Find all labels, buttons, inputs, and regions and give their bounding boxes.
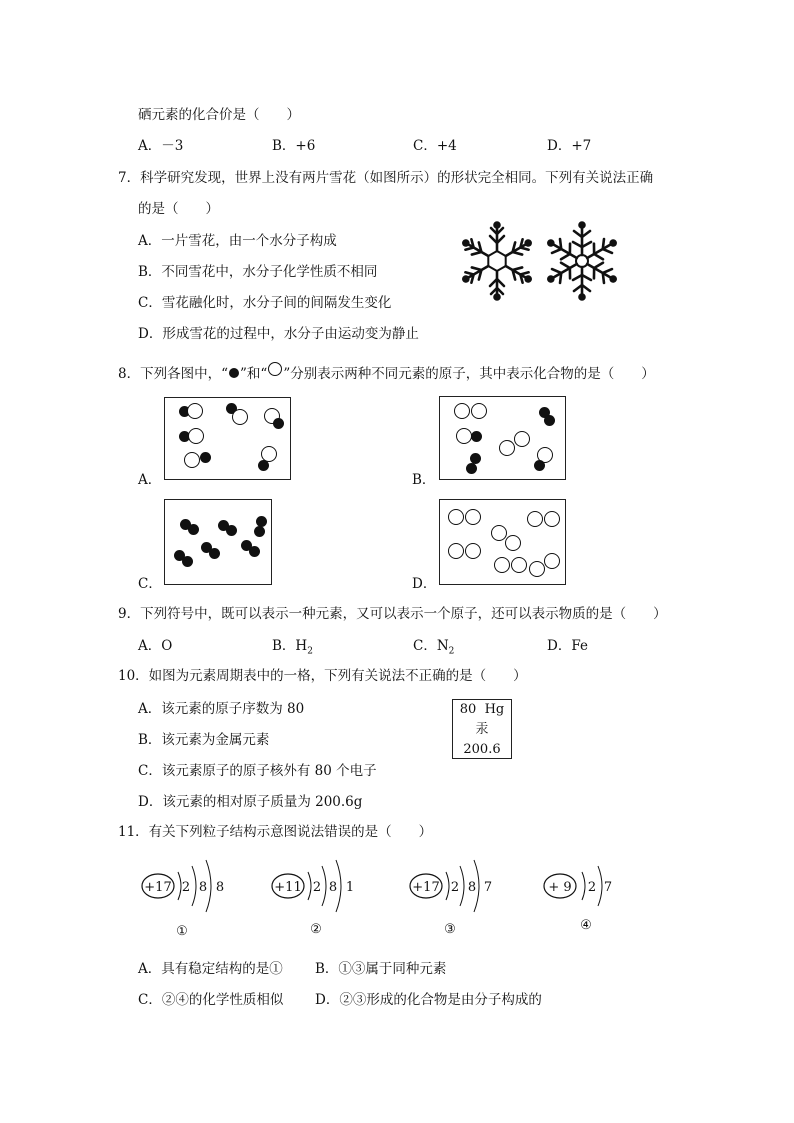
filled-atom-icon: [229, 368, 239, 378]
q10-option-a[interactable]: A．该元素的原子序数为 80: [138, 701, 305, 717]
q7-option-c[interactable]: C．雪花融化时，水分子间的间隔发生变化: [138, 295, 392, 311]
q7-option-d[interactable]: D．形成雪花的过程中，水分子由运动变为静止: [138, 326, 419, 342]
particle-1: [142, 860, 224, 939]
q9-option-c-subscript: 2: [448, 646, 455, 657]
particle-2-shell-2: 8: [328, 880, 338, 895]
q9-option-a-label: A．O: [138, 638, 173, 654]
particle-2-nucleus: +11: [274, 880, 302, 895]
particle-3-shell-1: 2: [450, 880, 460, 895]
q8-label-d[interactable]: D．: [412, 576, 437, 592]
q8-box-c[interactable]: [164, 499, 272, 585]
atom-filled: [466, 463, 477, 474]
atom-hollow: [471, 403, 487, 419]
q6-option-b[interactable]: B．+6: [272, 138, 316, 154]
particle-diagrams: [130, 852, 630, 942]
q8-stem-part-a: 8．下列各图中，“: [118, 366, 228, 382]
atom-hollow: [499, 440, 515, 456]
atom-hollow: [456, 428, 472, 444]
particle-3-shell-2: 8: [467, 880, 477, 895]
element-symbol: Hg: [484, 702, 505, 717]
q10-option-c[interactable]: C．该元素原子的原子核外有 80 个电子: [138, 763, 377, 779]
q9-stem: 9．下列符号中，既可以表示一种元素，又可以表示一个原子，还可以表示物质的是（ ）: [118, 606, 667, 622]
q8-stem: [118, 362, 655, 382]
atom-filled: [544, 415, 555, 426]
particle-3-label: ③: [444, 922, 456, 937]
q9-option-b-subscript: 2: [307, 646, 313, 657]
q8-stem-part-b: ”和“: [240, 366, 268, 382]
q9-option-a[interactable]: [138, 634, 172, 654]
q9-option-c[interactable]: [413, 634, 454, 657]
atom-hollow: [514, 431, 530, 447]
atom-hollow: [465, 543, 481, 559]
q10-option-b[interactable]: B．该元素为金属元素: [138, 732, 270, 748]
snowflake-2: [544, 223, 620, 300]
atom-filled: [188, 524, 199, 535]
atom-filled: [182, 556, 193, 567]
q6-option-d[interactable]: D．+7: [547, 138, 592, 154]
particle-3-shell-3: 7: [483, 880, 493, 895]
q7-stem: 7．科学研究发现，世界上没有两片雪花（如图所示）的形状完全相同。下列有关说法正确: [118, 170, 654, 186]
q8-box-d[interactable]: [439, 499, 566, 585]
q9-option-b[interactable]: [272, 634, 313, 657]
q8-box-a[interactable]: [164, 397, 291, 480]
q8-box-b[interactable]: [439, 396, 566, 480]
atom-hollow: [491, 525, 507, 541]
atom-hollow: [448, 509, 464, 525]
q9-option-d-label: D．Fe: [547, 638, 588, 654]
atom-filled: [254, 526, 265, 537]
element-name: 汞: [475, 722, 489, 737]
particle-1-shell-3: 8: [215, 880, 225, 895]
atom-hollow: [232, 409, 248, 425]
atom-hollow: [505, 535, 521, 551]
atom-filled: [471, 431, 482, 442]
particle-3-nucleus: +17: [412, 880, 440, 895]
atom-hollow: [527, 511, 543, 527]
atom-hollow: [184, 452, 200, 468]
q7-option-b[interactable]: B．不同雪花中，水分子化学性质不相同: [138, 264, 378, 280]
q11-option-c[interactable]: C．②④的化学性质相似: [138, 992, 284, 1008]
q11-option-a[interactable]: A．具有稳定结构的是①: [138, 961, 283, 977]
atom-hollow: [494, 557, 510, 573]
particle-2-shell-1: 2: [312, 880, 322, 895]
periodic-table-cell: [452, 699, 512, 759]
atom-hollow: [465, 509, 481, 525]
particle-1-shell-1: 2: [181, 880, 191, 895]
particle-1-shell-2: 8: [198, 880, 208, 895]
particle-1-label: ①: [176, 924, 188, 939]
particle-3: [410, 860, 492, 937]
particle-4-shell-1: 2: [587, 880, 597, 895]
atom-hollow: [529, 561, 545, 577]
particle-1-nucleus: +17: [144, 880, 172, 895]
q9-option-b-label: B．H: [272, 638, 308, 654]
q10-stem: 10．如图为元素周期表中的一格，下列有关说法不正确的是（ ）: [118, 668, 527, 684]
atom-hollow: [454, 403, 470, 419]
particle-4-label: ④: [580, 918, 592, 933]
q11-stem: 11．有关下列粒子结构示意图说法错误的是（ ）: [118, 824, 433, 840]
q9-option-d[interactable]: [547, 634, 588, 654]
atom-hollow: [448, 543, 464, 559]
atom-filled: [273, 418, 284, 429]
atom-hollow: [544, 511, 560, 527]
atom-filled: [534, 460, 545, 471]
q6-option-a[interactable]: A．－3: [138, 138, 184, 154]
atomic-mass: 200.6: [463, 742, 501, 757]
atom-hollow: [187, 403, 203, 419]
particle-4: [544, 866, 612, 933]
atom-hollow: [188, 428, 204, 444]
particle-2-label: ②: [310, 922, 322, 937]
atomic-number: 80: [459, 702, 477, 717]
q8-label-b[interactable]: B．: [412, 472, 436, 488]
atom-hollow: [511, 557, 527, 573]
q7-stem-cont: 的是（ ）: [138, 201, 219, 217]
snowflakes-figure: [455, 220, 625, 302]
q11-option-b[interactable]: B．①③属于同种元素: [315, 961, 447, 977]
atom-filled: [249, 546, 260, 557]
atom-filled: [209, 548, 220, 559]
q6-option-c[interactable]: C．+4: [413, 138, 457, 154]
q11-option-d[interactable]: D．②③形成的化合物是由分子构成的: [315, 992, 542, 1008]
atom-filled: [226, 525, 237, 536]
particle-4-nucleus: + 9: [548, 880, 572, 895]
particle-2: [272, 860, 354, 937]
q8-label-a[interactable]: A．: [138, 472, 162, 488]
atom-hollow: [544, 553, 560, 569]
particle-2-shell-3: 1: [345, 880, 355, 895]
q8-stem-part-c: ”分别表示两种不同元素的原子，其中表示化合物的是（ ）: [283, 366, 655, 382]
particle-4-shell-2: 7: [603, 880, 613, 895]
q7-option-a[interactable]: A．一片雪花，由一个水分子构成: [138, 233, 337, 249]
q8-label-c[interactable]: C．: [138, 576, 162, 592]
snowflake-1: [460, 223, 534, 300]
q9-option-c-label: C．N: [413, 638, 449, 654]
q10-option-d[interactable]: D．该元素的相对原子质量为 200.6g: [138, 794, 363, 810]
atom-filled: [200, 452, 211, 463]
hollow-atom-icon: [268, 362, 282, 376]
q6-stem: 硒元素的化合价是（ ）: [138, 107, 300, 123]
atom-filled: [258, 460, 269, 471]
